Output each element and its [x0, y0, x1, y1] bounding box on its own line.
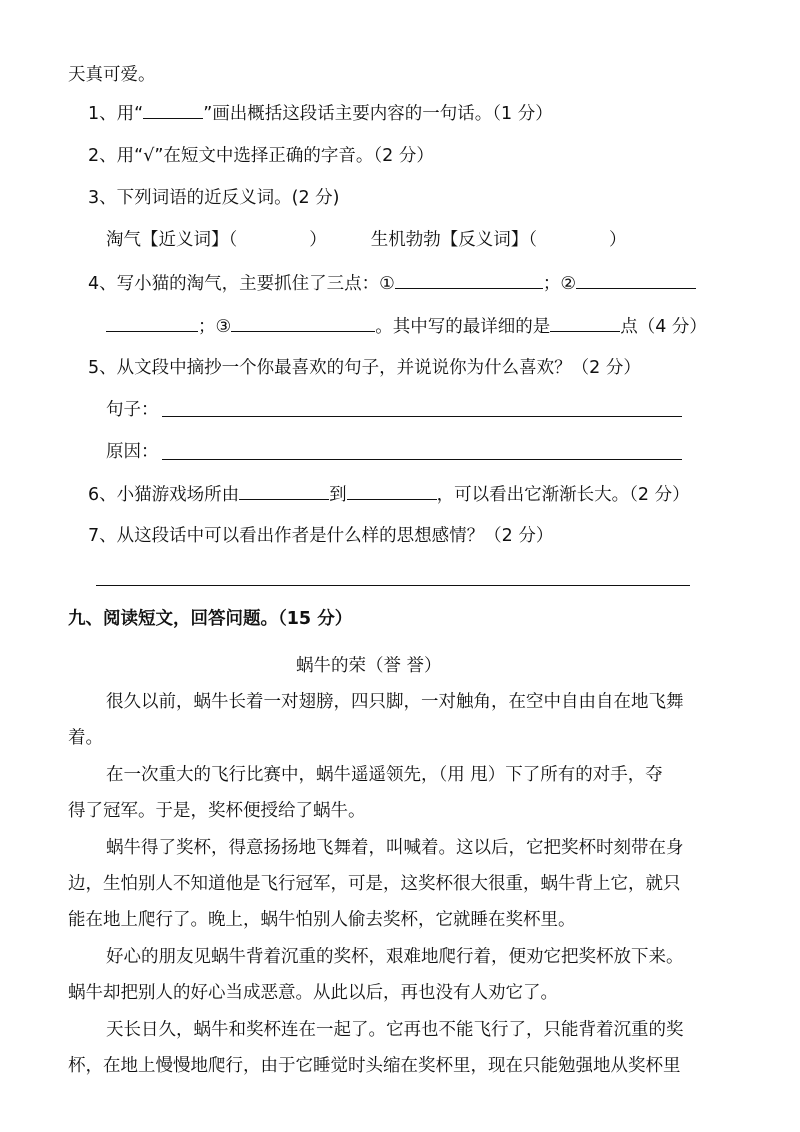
intro-tail: 天真可爱。	[68, 65, 156, 85]
q6-blank-2[interactable]	[347, 481, 437, 500]
paragraph-line: 好心的朋友见蜗牛背着沉重的奖杯，艰难地爬行着，便劝它把奖杯放下来。	[106, 947, 684, 967]
q4-sep2: ；③	[198, 317, 232, 337]
q4-blank-2[interactable]	[576, 270, 696, 289]
paragraph-line: 天长日久，蜗牛和奖杯连在一起了。它再也不能飞行了，只能背着沉重的奖	[106, 1020, 684, 1040]
q5-reason-label: 原因：	[106, 442, 159, 462]
paragraph-line: 蜗牛得了奖杯，得意扬扬地飞舞着，叫喊着。这以后，它把奖杯时刻带在身	[106, 838, 684, 858]
story-title: 蜗牛的荣（誉 誉）	[296, 656, 442, 676]
q3-synonym-close: ）	[309, 230, 327, 250]
question-5: 5、从文段中摘抄一个你最喜欢的句子，并说说你为什么喜欢？（2 分）	[88, 358, 641, 378]
paragraph-line: 杯，在地上慢慢地爬行，由于它睡觉时头缩在奖杯里，现在只能勉强地从奖杯里	[68, 1056, 681, 1076]
q3-antonym-close: ）	[609, 230, 627, 250]
paragraph-line: 很久以前，蜗牛长着一对翅膀，四只脚，一对触角，在空中自由自在地飞舞	[106, 692, 684, 712]
q4-blank-2-cont[interactable]	[106, 313, 198, 332]
q6-blank-1[interactable]	[239, 481, 329, 500]
q4-end: 点（4 分）	[620, 317, 707, 337]
question-7: 7、从这段话中可以看出作者是什么样的思想感情？（2 分）	[88, 526, 554, 546]
paragraph-line: 边，生怕别人不知道他是飞行冠军，可是，这奖杯很大很重，蜗牛背上它，就只	[68, 874, 681, 894]
question-2: 2、用“√”在短文中选择正确的字音。（2 分）	[88, 146, 434, 166]
q4-tail: 。其中写的最详细的是	[375, 317, 551, 337]
q3-antonym-label: 生机勃勃【反义词】（	[370, 230, 537, 250]
q3-synonym-label: 淘气【近义词】（	[106, 230, 238, 250]
q4-blank-1[interactable]	[395, 270, 543, 289]
q7-answer-line[interactable]	[96, 585, 690, 586]
q4-blank-detail[interactable]	[550, 313, 620, 332]
question-1	[88, 100, 553, 127]
q1-post: ”画出概括这段话主要内容的一句话。（1 分）	[203, 104, 553, 124]
q3-items	[106, 227, 627, 253]
question-6	[88, 481, 690, 508]
q1-underline-sample	[143, 100, 203, 119]
q5-reason-line[interactable]	[162, 459, 682, 460]
q4-blank-3[interactable]	[231, 313, 375, 332]
q1-pre: 1、用“	[88, 104, 144, 124]
paragraph-line: 在一次重大的飞行比赛中，蜗牛遥遥领先，（用 甩）下了所有的对手，夺	[106, 765, 663, 785]
q5-sentence-line[interactable]	[162, 416, 682, 417]
question-3: 3、下列词语的近反义词。(2 分)	[88, 188, 340, 208]
section-9-heading: 九、阅读短文，回答问题。（15 分）	[68, 609, 353, 629]
q4-sep1: ；②	[542, 274, 577, 294]
q6-post: ，可以看出它渐渐长大。（2 分）	[436, 485, 690, 505]
paragraph-line: 蜗牛却把别人的好心当成恶意。从此以后，再也没有人劝它了。	[68, 983, 558, 1003]
q5-sentence-label: 句子：	[106, 400, 159, 420]
q4-text: 4、写小猫的淘气，主要抓住了三点：①	[88, 274, 395, 294]
question-4-cont	[106, 313, 707, 340]
paragraph-line: 着。	[68, 728, 103, 748]
paragraph-line: 得了冠军。于是，奖杯便授给了蜗牛。	[68, 801, 366, 821]
question-4	[88, 270, 696, 297]
paragraph-line: 能在地上爬行了。晚上，蜗牛怕别人偷去奖杯，它就睡在奖杯里。	[68, 910, 576, 930]
q6-pre: 6、小猫游戏场所由	[88, 485, 240, 505]
q6-mid: 到	[329, 485, 347, 505]
